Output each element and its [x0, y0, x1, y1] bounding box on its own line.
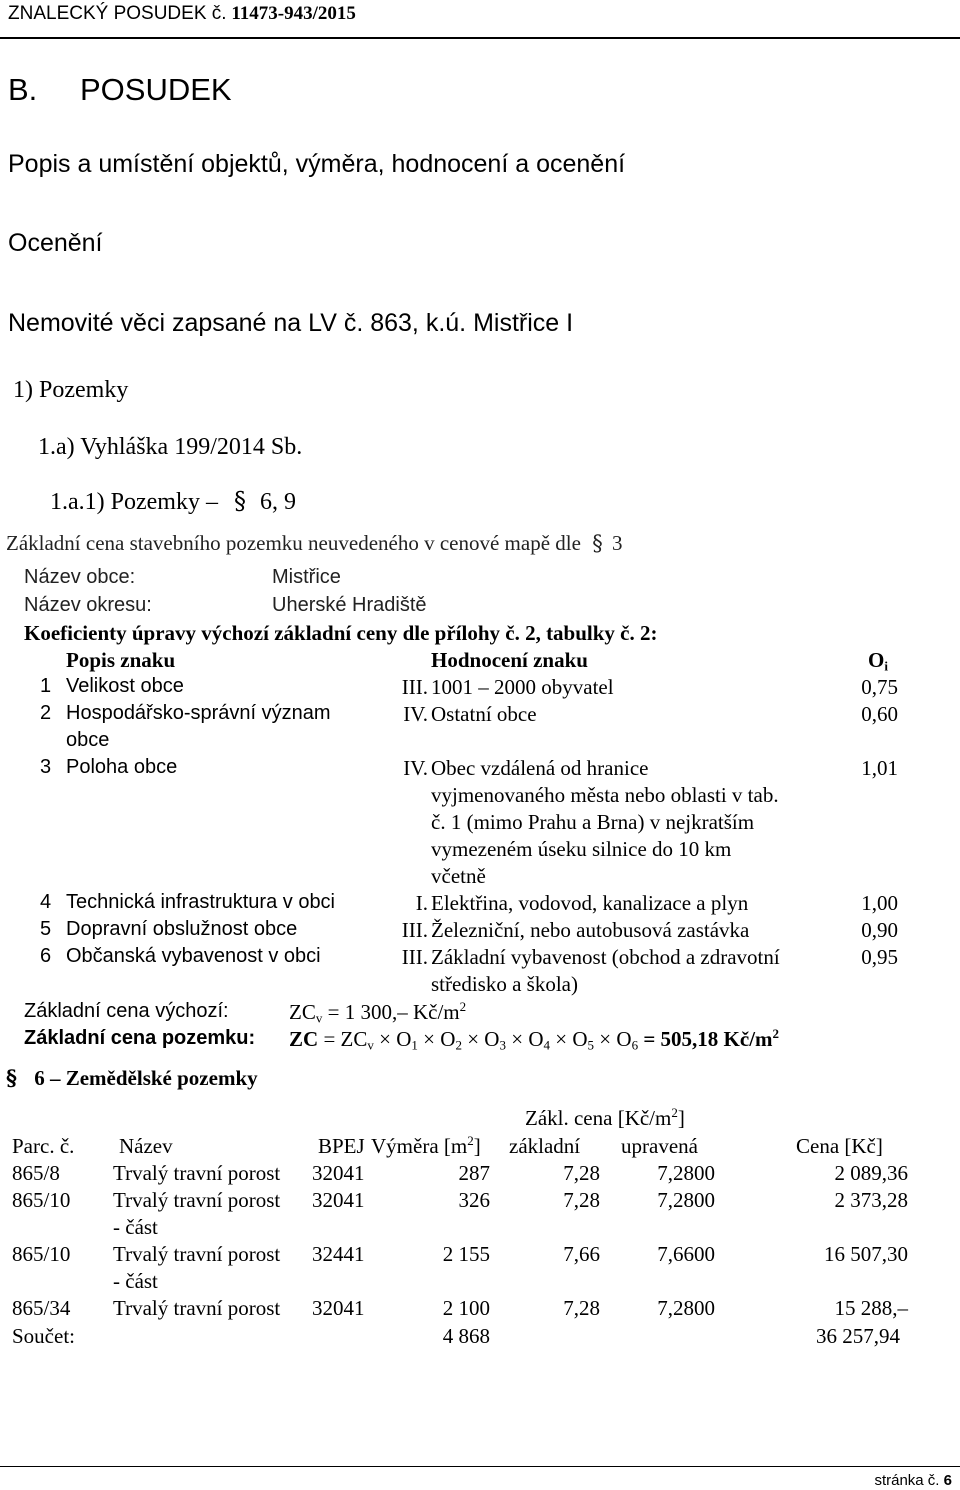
heading-paragraph-numbers: 6, 9 — [259, 489, 296, 515]
section-heading — [8, 72, 232, 108]
base-title-text: Základní cena stavebního pozemku neuvedeného v cenové mapě dle — [6, 531, 581, 555]
land-row-parc: 865/8 — [12, 1161, 60, 1185]
coef-row-code: III. — [401, 945, 428, 969]
coef-row-hodnoceni: Železniční, nebo autobusová zastávka — [431, 918, 750, 942]
coef-row-hodnoceni: Ostatní obce — [431, 702, 537, 726]
coef-row-number: 2 — [40, 702, 52, 724]
coef-row-code: I. — [415, 891, 428, 915]
land-row-nazev: Trvalý travní porost — [113, 1242, 281, 1266]
land-row-zakladni: 7,28 — [563, 1188, 600, 1212]
coef-row-hodnoceni-cont: vymezeném úseku silnice do 10 km — [431, 837, 732, 861]
heading-popis: Popis a umístění objektů, výměra, hodnocení a ocenění — [8, 150, 626, 178]
coef-header-hodnoceni: Hodnocení znaku — [431, 648, 588, 672]
coef-row-hodnoceni-cont: č. 1 (mimo Prahu a Brna) v nejkratším — [431, 810, 755, 834]
zemedelske-heading — [6, 1066, 258, 1090]
land-row-bpej: 32041 — [312, 1161, 365, 1185]
oi-symbol: O — [868, 648, 885, 672]
vychozi-value: = 1 300,– Kč/m — [327, 1000, 460, 1024]
land-header-nazev: Název — [119, 1134, 173, 1158]
paragraph-icon: § — [233, 487, 246, 515]
land-row-cena: 2 373,28 — [834, 1188, 908, 1212]
okres-label: Název okresu: — [24, 594, 152, 616]
coef-row-value: 0,95 — [861, 945, 898, 969]
zc-symbol: ZC — [340, 1027, 368, 1051]
coef-row-popis: Hospodářsko-správní význam — [66, 702, 331, 724]
land-header-parc: Parc. č. — [12, 1134, 75, 1158]
oi-subscript: i — [884, 658, 888, 674]
land-row-bpej: 32441 — [312, 1242, 365, 1266]
zc-label: Základní cena pozemku: — [24, 1027, 256, 1049]
heading-nemovite: Nemovité věci zapsané na LV č. 863, k.ú. Mistřice I — [8, 309, 574, 337]
land-row-vymera: 326 — [458, 1188, 490, 1212]
heading-pozemky-paragraph — [50, 488, 296, 517]
coef-row-code: III. — [401, 675, 428, 699]
coef-row-hodnoceni: Obec vzdálená od hranice — [431, 756, 649, 780]
land-row-upravena: 7,2800 — [657, 1188, 715, 1212]
obec-value: Mistřice — [272, 566, 341, 588]
document-header — [8, 3, 356, 25]
coefficient-index: 2 — [455, 1037, 462, 1053]
land-row-cena: 2 089,36 — [834, 1161, 908, 1185]
coef-row-hodnoceni-cont: včetně — [431, 864, 486, 888]
land-row-parc: 865/34 — [12, 1296, 71, 1320]
coefficient-index: 5 — [587, 1037, 595, 1053]
zc-formula: ZC = $ZC_v \times O_1 \times O_2 \times O_3 \times O_4 \times O_5 \times O_6 = 505,18$ $Kč/m^2$ — [289, 1026, 780, 1053]
coef-row-hodnoceni-cont: vyjmenovaného města nebo oblasti v tab. — [431, 783, 779, 807]
land-row-parc: 865/10 — [12, 1188, 71, 1212]
coefficient-symbol: $O_5$ — [572, 1027, 595, 1053]
coef-row-code: IV. — [403, 702, 428, 726]
coef-row-number: 1 — [40, 675, 52, 697]
coef-row-number: 6 — [40, 945, 52, 967]
okres-value: Uherské Hradiště — [272, 594, 427, 616]
zc-symbol: ZC — [289, 1027, 319, 1051]
coef-row-hodnoceni: Základní vybavenost (obchod a zdravotní — [431, 945, 780, 969]
land-row-zakladni: 7,28 — [563, 1161, 600, 1185]
coefficient-index: 3 — [499, 1037, 506, 1053]
coef-row-value: 0,75 — [861, 675, 898, 699]
base-title-number: 3 — [611, 531, 623, 555]
coefficient-index: 6 — [631, 1037, 639, 1053]
land-row-cena: 15 288,– — [834, 1296, 908, 1320]
coef-row-code: IV. — [403, 756, 428, 780]
land-group-header: Zákl. cena $[Kč/m^2]$ — [525, 1105, 685, 1130]
coef-row-hodnoceni-cont: středisko a škola) — [431, 972, 578, 996]
coef-row-value: 1,01 — [861, 756, 898, 780]
vychozi-formula — [289, 1000, 466, 1026]
coefficient-symbol: $O_6$ — [616, 1027, 639, 1053]
coef-header-oi — [868, 648, 888, 674]
land-row-cena: 16 507,30 — [824, 1242, 908, 1266]
zc-result: = 505,18 $Kč/m^2$ — [643, 1026, 780, 1051]
coef-row-popis: Poloha obce — [66, 756, 178, 778]
unit-sup: 2 — [459, 999, 467, 1015]
page-label: stránka č. — [874, 1472, 940, 1489]
vychozi-label: Základní cena výchozí: — [24, 1000, 229, 1022]
land-header-bpej: BPEJ — [318, 1134, 365, 1158]
heading-oceneni: Ocenění — [8, 229, 103, 257]
coef-row-number: 4 — [40, 891, 52, 913]
land-row-nazev: Trvalý travní porost — [113, 1296, 281, 1320]
coefficient-index: 4 — [543, 1037, 551, 1053]
zemedelske-title: 6 – Zemědělské pozemky — [34, 1066, 258, 1090]
coef-row-popis: Dopravní obslužnost obce — [66, 918, 298, 940]
land-row-upravena: 7,6600 — [657, 1242, 715, 1266]
coef-row-number: 3 — [40, 756, 52, 778]
obec-label: Název obce: — [24, 566, 136, 588]
base-title — [6, 531, 622, 555]
land-row-vymera: 2 100 — [442, 1296, 490, 1320]
land-row-vymera: 287 — [458, 1161, 490, 1185]
page-value: 6 — [943, 1472, 952, 1489]
section-title: POSUDEK — [80, 72, 232, 107]
land-row-zakladni: 7,28 — [563, 1296, 600, 1320]
page-number — [874, 1472, 952, 1489]
paragraph-icon: § — [6, 1065, 17, 1090]
zc-symbol: ZC — [289, 1000, 316, 1024]
land-row-upravena: 7,2800 — [657, 1161, 715, 1185]
coef-row-number: 5 — [40, 918, 52, 940]
land-header-upravena: upravená — [621, 1134, 698, 1158]
coef-row-value: 0,90 — [861, 918, 898, 942]
coefficient-product: × $O_1 \times O_2 \times O_3 \times O_4 \times O_5 \times O_6$ — [379, 1027, 639, 1053]
coef-row-popis-cont: obce — [66, 729, 110, 751]
heading-pozemky: 1) Pozemky — [13, 377, 129, 403]
heading-paragraph-prefix: 1.a.1) Pozemky – — [50, 489, 218, 515]
land-header-zakladni: základní — [509, 1134, 581, 1158]
coef-row-popis: Občanská vybavenost v obci — [66, 945, 321, 967]
coef-header-popis: Popis znaku — [66, 648, 176, 672]
coefficient-symbol: $O_4$ — [528, 1027, 551, 1053]
coefficient-index: 1 — [411, 1037, 418, 1053]
land-header-vymera: Výměra $[m^2]$ — [371, 1133, 481, 1158]
coefficient-symbol: $O_3$ — [484, 1027, 506, 1053]
coef-row-value: 1,00 — [861, 891, 898, 915]
land-row-vymera: 2 155 — [442, 1242, 490, 1266]
coef-row-hodnoceni: 1001 – 2000 obyvatel — [431, 675, 614, 699]
land-row-bpej: 32041 — [312, 1188, 365, 1212]
land-header-cena: Cena [Kč] — [796, 1134, 883, 1158]
land-row-nazev: Trvalý travní porost — [113, 1188, 281, 1212]
land-row-parc: 865/10 — [12, 1242, 71, 1266]
zc-sub: v — [367, 1037, 374, 1053]
heading-vyhlaska: 1.a) Vyhláška 199/2014 Sb. — [38, 434, 303, 460]
coefficient-symbol: $O_1$ — [396, 1027, 418, 1053]
section-letter: B. — [8, 72, 38, 107]
land-row-zakladni: 7,66 — [563, 1242, 600, 1266]
zc-sub: v — [315, 1010, 323, 1026]
coef-row-popis: Velikost obce — [66, 675, 184, 697]
header-rule — [0, 37, 960, 39]
footer-rule — [0, 1466, 960, 1467]
coefficient-symbol: $O_2$ — [440, 1027, 462, 1053]
coef-row-value: 0,60 — [861, 702, 898, 726]
header-title: ZNALECKÝ POSUDEK č. — [8, 3, 227, 24]
land-row-upravena: 7,2800 — [657, 1296, 715, 1320]
land-row-bpej: 32041 — [312, 1296, 365, 1320]
land-row-nazev-cont: - část — [113, 1269, 158, 1293]
coef-row-hodnoceni: Elektřina, vodovod, kanalizace a plyn — [431, 891, 749, 915]
coef-title: Koeficienty úpravy výchozí základní ceny dle přílohy č. 2, tabulky č. 2: — [24, 621, 658, 645]
land-row-nazev-cont: - část — [113, 1215, 158, 1239]
land-sum-cena: 36 257,94 — [816, 1324, 900, 1348]
land-sum-label: Součet: — [12, 1324, 75, 1348]
paragraph-icon: § — [592, 531, 603, 555]
land-row-nazev: Trvalý travní porost — [113, 1161, 281, 1185]
land-sum-vymera: 4 868 — [442, 1324, 490, 1348]
coef-row-popis: Technická infrastruktura v obci — [66, 891, 336, 913]
coef-row-code: III. — [401, 918, 428, 942]
header-number: 11473-943/2015 — [231, 3, 356, 24]
